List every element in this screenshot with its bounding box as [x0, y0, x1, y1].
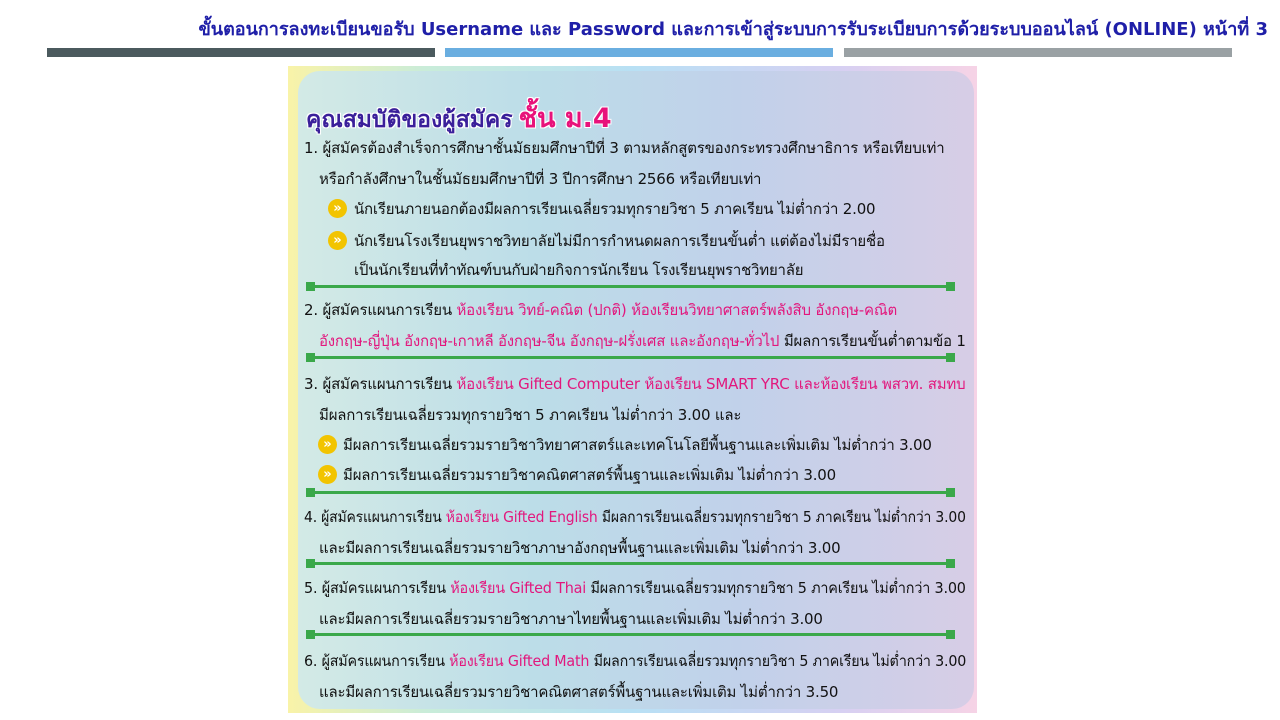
section-2-prefix: 2. ผู้สมัครแผนการเรียน [304, 301, 457, 319]
header-bar-dark [47, 48, 435, 57]
double-chevron-icon: » [328, 199, 347, 218]
section-2-highlight-2: อังกฤษ-ญี่ปุ่น อังกฤษ-เกาหลี อังกฤษ-จีน อังกฤษ-ฝรั่งเศส และอังกฤษ-ทั่วไป [319, 332, 780, 350]
section-3-line-1 [304, 372, 965, 396]
section-3-bullet-2: มีผลการเรียนเฉลี่ยรวมรายวิชาคณิตศาสตร์พื้นฐานและเพิ่มเติม ไม่ต่ำกว่า 3.00 [343, 466, 836, 484]
section-2-highlight-1: ห้องเรียน วิทย์-คณิต (ปกติ) ห้องเรียนวิทยาศาสตร์พลังสิบ อังกฤษ-คณิต [456, 301, 898, 319]
section-1-bullet-1: นักเรียนภายนอกต้องมีผลการเรียนเฉลี่ยรวมทุกรายวิชา 5 ภาคเรียน ไม่ต่ำกว่า 2.00 [354, 200, 876, 218]
header-bar-blue [445, 48, 833, 57]
section-6-line-1 [304, 649, 966, 673]
section-3-bullet-1: มีผลการเรียนเฉลี่ยรวมรายวิชาวิทยาศาสตร์และเทคโนโลยีพื้นฐานและเพิ่มเติม ไม่ต่ำกว่า 3.00 [343, 436, 932, 454]
section-4-suffix: มีผลการเรียนเฉลี่ยรวมทุกรายวิชา 5 ภาคเรียน ไม่ต่ำกว่า 3.00 [597, 508, 966, 526]
heading-level: ชั้น ม.4 [518, 103, 612, 134]
section-2-line-1 [304, 298, 897, 322]
section-4-line-1 [304, 505, 966, 529]
section-5-prefix: 5. ผู้สมัครแผนการเรียน [304, 579, 451, 597]
section-divider [309, 356, 952, 359]
section-3-highlight: ห้องเรียน Gifted Computer ห้องเรียน SMART YRC และห้องเรียน พสวท. สมทบ [456, 375, 966, 393]
section-1-line-1: 1. ผู้สมัครต้องสำเร็จการศึกษาชั้นมัธยมศึกษาปีที่ 3 ตามหลักสูตรของกระทรวงศึกษาธิการ หรือเทียบเท่า [304, 139, 945, 157]
section-4-highlight: ห้องเรียน Gifted English [445, 508, 598, 526]
double-chevron-icon: » [328, 231, 347, 250]
card-heading [306, 96, 612, 139]
qualifications-image-frame [288, 66, 977, 713]
double-chevron-icon: » [318, 435, 337, 454]
section-5-line-2: และมีผลการเรียนเฉลี่ยรวมรายวิชาภาษาไทยพื้นฐานและเพิ่มเติม ไม่ต่ำกว่า 3.00 [319, 610, 823, 628]
section-divider [309, 633, 952, 636]
section-3-line-2: มีผลการเรียนเฉลี่ยรวมทุกรายวิชา 5 ภาคเรียน ไม่ต่ำกว่า 3.00 และ [319, 406, 742, 424]
header-bar-gray [844, 48, 1232, 57]
section-6-suffix: มีผลการเรียนเฉลี่ยรวมทุกรายวิชา 5 ภาคเรียน ไม่ต่ำกว่า 3.00 [589, 652, 967, 670]
section-3-prefix: 3. ผู้สมัครแผนการเรียน [304, 375, 457, 393]
section-6-line-2: และมีผลการเรียนเฉลี่ยรวมรายวิชาคณิตศาสตร์พื้นฐานและเพิ่มเติม ไม่ต่ำกว่า 3.50 [319, 683, 839, 701]
section-2-suffix: มีผลการเรียนขั้นต่ำตามข้อ 1 [779, 332, 966, 350]
section-5-line-1 [304, 576, 966, 600]
page-title: ขั้นตอนการลงทะเบียนขอรับ Username และ Password และการเข้าสู่ระบบการรับระเบียบการด้วยระบบออนไลน์ (ONLINE) หน้าที่ 3 [198, 19, 1268, 40]
section-divider [309, 491, 952, 494]
section-6-prefix: 6. ผู้สมัครแผนการเรียน [304, 652, 450, 670]
section-divider [309, 562, 952, 565]
section-divider [309, 285, 952, 288]
qualifications-card [298, 71, 974, 709]
section-1-bullet-2: นักเรียนโรงเรียนยุพราชวิทยาลัยไม่มีการกำหนดผลการเรียนขั้นต่ำ แต่ต้องไม่มีรายชื่อ [354, 232, 885, 250]
section-5-highlight: ห้องเรียน Gifted Thai [450, 579, 587, 597]
heading-text: คุณสมบัติของผู้สมัคร [306, 107, 513, 133]
double-chevron-icon: » [318, 465, 337, 484]
section-2-line-2 [319, 329, 966, 353]
section-5-suffix: มีผลการเรียนเฉลี่ยรวมทุกรายวิชา 5 ภาคเรียน ไม่ต่ำกว่า 3.00 [586, 579, 966, 597]
section-6-highlight: ห้องเรียน Gifted Math [449, 652, 590, 670]
section-1-line-2: หรือกำลังศึกษาในชั้นมัธยมศึกษาปีที่ 3 ปีการศึกษา 2566 หรือเทียบเท่า [319, 170, 762, 188]
section-1-bullet-2-cont: เป็นนักเรียนที่ทำทัณฑ์บนกับฝ่ายกิจการนักเรียน โรงเรียนยุพราชวิทยาลัย [354, 261, 804, 279]
section-4-line-2: และมีผลการเรียนเฉลี่ยรวมรายวิชาภาษาอังกฤษพื้นฐานและเพิ่มเติม ไม่ต่ำกว่า 3.00 [319, 539, 841, 557]
section-4-prefix: 4. ผู้สมัครแผนการเรียน [304, 508, 446, 526]
